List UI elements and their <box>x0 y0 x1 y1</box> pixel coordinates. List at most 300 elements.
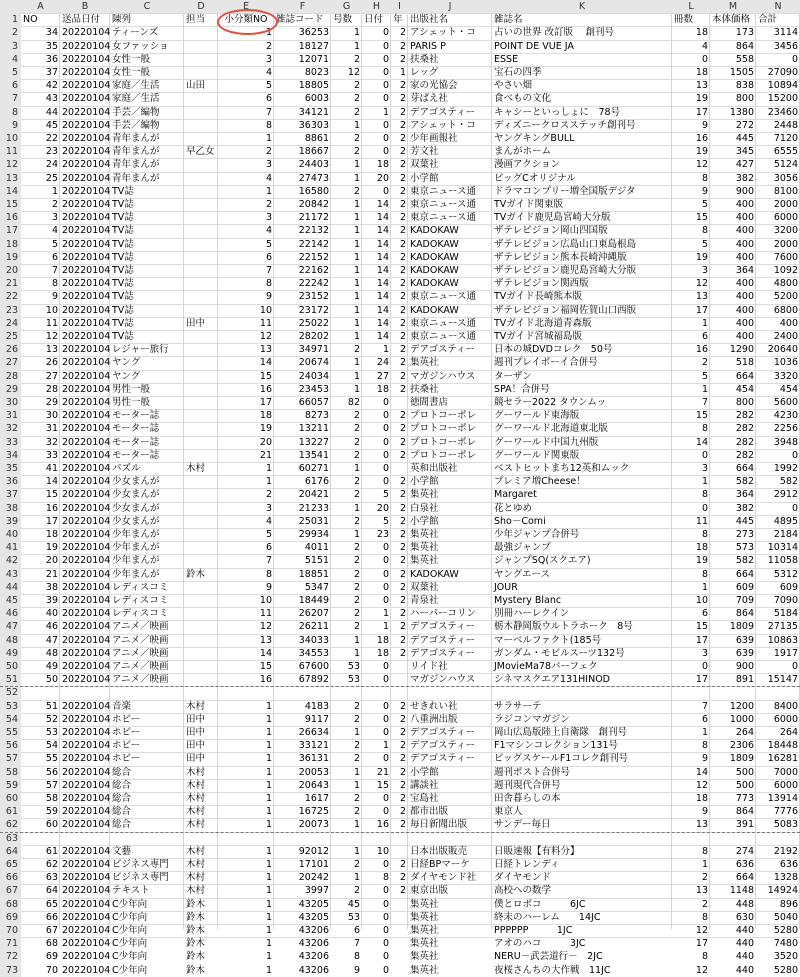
table-cell[interactable]: 1 <box>353 291 360 303</box>
table-cell[interactable]: モーター誌 <box>112 410 160 422</box>
table-cell[interactable]: 日本の城DVDコレク 50号 <box>494 344 613 356</box>
table-cell[interactable]: 2 <box>399 40 406 52</box>
table-cell[interactable]: 445 <box>735 133 754 144</box>
table-cell[interactable]: 0 <box>382 938 389 950</box>
table-cell[interactable]: 23453 <box>298 383 329 395</box>
table-cell[interactable] <box>710 686 756 699</box>
table-cell[interactable]: 2 <box>399 317 406 329</box>
table-cell[interactable]: 12 <box>695 278 708 290</box>
table-cell[interactable] <box>184 383 218 396</box>
table-cell[interactable]: 占いの世界 改訂版 創刊号 <box>494 27 615 39</box>
column-letter-a[interactable]: A <box>21 0 60 13</box>
table-cell[interactable]: 273 <box>735 529 754 540</box>
table-cell[interactable]: 2 <box>399 251 406 263</box>
table-cell[interactable]: 7 <box>265 265 272 276</box>
table-cell[interactable] <box>184 673 218 686</box>
row-number[interactable]: 41 <box>0 541 21 554</box>
table-cell[interactable]: 2 <box>353 806 360 818</box>
header-cell[interactable]: 雑誌コード <box>276 14 324 26</box>
table-cell[interactable]: デアゴスティー <box>410 621 476 633</box>
table-cell[interactable]: 5280 <box>773 964 798 976</box>
table-cell[interactable]: 6000 <box>773 779 798 791</box>
table-cell[interactable]: デアゴスティー <box>410 753 476 765</box>
table-cell[interactable]: サラサーテ <box>494 700 542 712</box>
table-cell[interactable]: 49 <box>45 661 58 672</box>
table-cell[interactable]: 6 <box>701 608 708 620</box>
table-cell[interactable]: 400 <box>735 225 754 237</box>
table-cell[interactable]: 漫画アクション <box>494 159 561 171</box>
table-cell[interactable]: JOUR <box>494 581 518 593</box>
table-cell[interactable]: 東京ニュース通 <box>410 331 477 342</box>
table-cell[interactable] <box>184 264 218 277</box>
table-cell[interactable]: 0 <box>382 951 389 963</box>
row-number[interactable]: 11 <box>0 145 21 158</box>
table-cell[interactable]: 2 <box>265 199 272 210</box>
table-cell[interactable]: 16725 <box>298 806 329 818</box>
table-cell[interactable]: 鈴木 <box>186 951 206 963</box>
table-cell[interactable]: 3 <box>51 212 58 224</box>
table-cell[interactable]: レディスコミ <box>112 595 169 606</box>
table-cell[interactable]: 1 <box>265 766 272 778</box>
table-cell[interactable]: 少年まんが <box>112 555 160 567</box>
table-cell[interactable]: 2 <box>701 872 708 884</box>
table-cell[interactable]: 2 <box>399 146 406 158</box>
table-cell[interactable]: 1 <box>265 133 272 144</box>
table-cell[interactable]: 1 <box>51 185 58 197</box>
row-number[interactable]: 32 <box>0 422 21 435</box>
table-cell[interactable]: 2 <box>399 502 406 514</box>
row-number[interactable]: 28 <box>0 370 21 383</box>
table-cell[interactable]: 21 <box>259 449 272 461</box>
table-cell[interactable] <box>184 488 218 501</box>
table-cell[interactable]: ビジネス専門 <box>112 872 169 884</box>
table-cell[interactable]: ESSE <box>494 53 519 65</box>
table-cell[interactable]: 双葉社 <box>410 159 439 171</box>
table-cell[interactable]: 22142 <box>298 238 329 250</box>
table-cell[interactable]: 43206 <box>298 938 329 950</box>
row-number[interactable]: 7 <box>0 92 21 105</box>
table-cell[interactable]: 24034 <box>298 370 329 382</box>
table-cell[interactable]: 448 <box>735 898 754 910</box>
table-cell[interactable] <box>184 832 218 845</box>
table-cell[interactable]: 2 <box>399 357 406 369</box>
table-cell[interactable]: 4 <box>265 225 272 237</box>
table-cell[interactable]: 20220104 <box>62 238 110 250</box>
table-cell[interactable]: 3 <box>265 502 272 514</box>
table-cell[interactable]: 20220104 <box>62 713 110 725</box>
table-cell[interactable]: 小学館 <box>410 476 439 488</box>
table-cell[interactable]: 5151 <box>304 555 329 567</box>
table-cell[interactable]: 僕とロボコ 6JC <box>494 898 586 910</box>
row-number[interactable]: 68 <box>0 898 21 911</box>
table-cell[interactable]: 1 <box>701 581 708 593</box>
table-cell[interactable]: 2 <box>353 568 360 580</box>
table-cell[interactable]: 664 <box>735 463 754 474</box>
table-cell[interactable]: アシェット・コ <box>410 119 476 131</box>
table-cell[interactable]: 17 <box>695 938 708 950</box>
table-cell[interactable]: ビッグスケールF1コレク創刊号 <box>494 753 629 765</box>
table-cell[interactable]: 427 <box>735 159 754 171</box>
table-cell[interactable]: 9117 <box>304 713 329 725</box>
table-cell[interactable]: ガンダム・モビルスーツ132号 <box>494 647 625 659</box>
table-cell[interactable] <box>184 396 218 409</box>
table-cell[interactable]: ビッグCオリジナル <box>494 172 576 184</box>
table-cell[interactable]: 2 <box>353 542 360 554</box>
table-cell[interactable] <box>218 686 274 699</box>
table-cell[interactable]: 1328 <box>773 872 798 884</box>
table-cell[interactable]: 集英社 <box>410 555 439 567</box>
table-cell[interactable]: 1 <box>265 885 272 897</box>
row-number[interactable]: 26 <box>0 343 21 356</box>
table-cell[interactable] <box>184 92 218 105</box>
table-cell[interactable] <box>184 515 218 528</box>
table-cell[interactable] <box>408 686 492 699</box>
table-cell[interactable]: 家庭／生活 <box>112 80 160 92</box>
table-cell[interactable]: 20 <box>376 502 389 514</box>
table-cell[interactable] <box>391 964 408 977</box>
table-cell[interactable]: 20220104 <box>62 502 110 514</box>
table-cell[interactable]: 272 <box>735 119 754 131</box>
table-cell[interactable]: ヤングエース <box>494 568 551 580</box>
table-cell[interactable]: 282 <box>735 449 754 461</box>
table-cell[interactable]: 1 <box>265 713 272 725</box>
table-cell[interactable]: 2 <box>353 621 360 633</box>
table-cell[interactable]: KADOKAW <box>410 225 459 237</box>
table-cell[interactable]: 34 <box>45 27 58 39</box>
table-cell[interactable]: 1 <box>265 185 272 197</box>
table-cell[interactable]: 5280 <box>773 925 798 936</box>
table-cell[interactable]: 3200 <box>773 225 798 237</box>
table-cell[interactable]: 1 <box>701 383 708 395</box>
table-cell[interactable]: 1000 <box>729 713 754 725</box>
table-cell[interactable]: 1 <box>265 859 272 870</box>
row-number[interactable]: 36 <box>0 475 21 488</box>
table-cell[interactable]: 20220104 <box>62 357 110 369</box>
table-cell[interactable]: TV誌 <box>112 317 134 329</box>
table-cell[interactable]: 男性一般 <box>112 383 151 395</box>
table-cell[interactable]: 2 <box>399 555 406 567</box>
table-cell[interactable]: 16 <box>259 383 272 395</box>
table-cell[interactable]: 25 <box>45 172 58 184</box>
table-cell[interactable]: 20242 <box>298 872 329 884</box>
table-cell[interactable] <box>184 277 218 290</box>
table-cell[interactable]: 31 <box>45 423 58 435</box>
row-number[interactable]: 9 <box>0 119 21 132</box>
table-cell[interactable]: 26 <box>45 357 58 369</box>
table-cell[interactable] <box>184 172 218 185</box>
table-cell[interactable]: プレミア増Cheese！ <box>494 476 586 488</box>
table-cell[interactable] <box>184 528 218 541</box>
table-cell[interactable]: 20220104 <box>62 344 110 356</box>
table-cell[interactable] <box>391 911 408 924</box>
table-cell[interactable]: TV誌 <box>112 304 134 316</box>
table-cell[interactable]: 664 <box>735 370 754 382</box>
table-cell[interactable]: 66057 <box>298 397 329 408</box>
table-cell[interactable]: 14 <box>695 436 708 448</box>
table-cell[interactable]: 20220104 <box>62 661 110 672</box>
table-cell[interactable]: 2 <box>399 304 406 316</box>
table-cell[interactable]: 集英社 <box>410 489 439 501</box>
table-cell[interactable]: 800 <box>735 397 754 408</box>
table-cell[interactable]: 22242 <box>298 278 329 290</box>
table-cell[interactable]: 20 <box>259 436 272 448</box>
table-cell[interactable]: 女性一般 <box>112 67 151 78</box>
table-cell[interactable]: 10314 <box>767 542 798 554</box>
table-cell[interactable]: 1 <box>353 251 360 263</box>
table-cell[interactable]: 1 <box>701 317 708 329</box>
row-number[interactable]: 70 <box>0 924 21 937</box>
row-number[interactable]: 56 <box>0 739 21 752</box>
table-cell[interactable]: 48 <box>45 647 58 659</box>
table-cell[interactable]: 20220104 <box>62 410 110 422</box>
table-cell[interactable] <box>492 832 672 845</box>
row-number[interactable]: 8 <box>0 106 21 119</box>
table-cell[interactable]: デアゴスティー <box>410 727 476 738</box>
table-cell[interactable]: 0 <box>382 423 389 435</box>
table-cell[interactable]: 400 <box>735 199 754 210</box>
row-number[interactable]: 45 <box>0 594 21 607</box>
table-cell[interactable]: 52 <box>45 713 58 725</box>
table-cell[interactable]: 0 <box>382 753 389 765</box>
table-cell[interactable]: 2 <box>399 212 406 224</box>
table-cell[interactable]: 6003 <box>304 93 329 105</box>
row-number[interactable]: 19 <box>0 251 21 264</box>
table-cell[interactable]: 264 <box>735 727 754 738</box>
table-cell[interactable]: 400 <box>735 278 754 290</box>
table-cell[interactable]: 6000 <box>773 212 798 224</box>
table-cell[interactable]: 14 <box>376 238 389 250</box>
table-cell[interactable]: 3114 <box>773 27 798 39</box>
table-cell[interactable]: 総合 <box>112 766 132 778</box>
table-cell[interactable]: 東京出版 <box>410 885 449 897</box>
table-cell[interactable]: 13 <box>695 291 708 303</box>
table-cell[interactable]: 5 <box>701 199 708 210</box>
table-cell[interactable]: 2 <box>353 344 360 356</box>
table-cell[interactable]: 2 <box>265 40 272 52</box>
table-cell[interactable]: 10863 <box>767 634 798 646</box>
table-cell[interactable]: 10 <box>376 845 389 857</box>
table-cell[interactable]: 15 <box>695 621 708 633</box>
table-cell[interactable]: 14 <box>376 291 389 303</box>
table-cell[interactable]: 木村 <box>186 872 206 884</box>
table-cell[interactable]: 0 <box>791 502 798 514</box>
table-cell[interactable]: POINT DE VUE JA <box>494 40 574 52</box>
table-cell[interactable]: 2 <box>399 806 406 818</box>
table-cell[interactable]: 8023 <box>304 67 329 78</box>
table-cell[interactable]: 2 <box>353 793 360 804</box>
table-cell[interactable]: 609 <box>779 581 798 593</box>
table-cell[interactable]: 43206 <box>298 964 329 976</box>
table-cell[interactable]: 8 <box>701 951 708 963</box>
table-cell[interactable]: 2 <box>399 383 406 395</box>
table-cell[interactable]: 集英社 <box>410 951 439 963</box>
table-cell[interactable]: ホビー <box>112 740 141 752</box>
header-cell[interactable]: 陳列 <box>112 14 132 26</box>
table-cell[interactable]: 13227 <box>298 436 329 448</box>
table-cell[interactable]: 集英社 <box>410 542 439 554</box>
table-cell[interactable]: 2 <box>399 515 406 527</box>
table-cell[interactable]: 400 <box>735 238 754 250</box>
table-cell[interactable]: 1 <box>382 344 389 356</box>
table-cell[interactable]: 田中 <box>186 317 206 329</box>
table-cell[interactable]: テキスト <box>112 885 150 897</box>
table-cell[interactable]: 282 <box>735 436 754 448</box>
table-cell[interactable]: 扶桑社 <box>410 53 439 65</box>
table-cell[interactable]: 582 <box>735 476 754 488</box>
table-cell[interactable]: ドラマコンプリー増全国版デジタ <box>494 185 636 197</box>
table-cell[interactable]: 1036 <box>773 357 798 369</box>
header-cell[interactable]: 雑誌名 <box>494 14 523 26</box>
table-cell[interactable]: 20640 <box>767 344 798 356</box>
table-cell[interactable]: 7 <box>265 106 272 118</box>
row-number[interactable]: 64 <box>0 845 21 858</box>
table-cell[interactable]: 0 <box>791 53 798 65</box>
table-cell[interactable]: 1 <box>265 806 272 818</box>
table-cell[interactable]: 1 <box>353 304 360 316</box>
table-cell[interactable]: 夜桜さんちの大作戦 11JC <box>494 964 611 976</box>
table-cell[interactable]: 15 <box>259 370 272 382</box>
table-cell[interactable]: 徳間書店 <box>410 397 449 408</box>
table-cell[interactable]: 26634 <box>298 727 329 738</box>
table-cell[interactable]: 2 <box>353 410 360 422</box>
table-cell[interactable]: 400 <box>735 212 754 224</box>
row-number[interactable]: 69 <box>0 911 21 924</box>
table-cell[interactable]: 1505 <box>729 67 754 78</box>
table-cell[interactable]: 43205 <box>298 911 329 923</box>
table-cell[interactable]: 8 <box>353 951 360 963</box>
table-cell[interactable]: 19 <box>45 542 58 554</box>
table-cell[interactable]: 5600 <box>773 397 798 408</box>
table-cell[interactable]: 1 <box>353 212 360 224</box>
row-number[interactable]: 66 <box>0 871 21 884</box>
row-number[interactable]: 47 <box>0 620 21 633</box>
table-cell[interactable]: 39 <box>45 595 58 606</box>
table-cell[interactable]: 2 <box>353 80 360 92</box>
table-cell[interactable]: 27135 <box>767 621 798 633</box>
table-cell[interactable]: 1 <box>353 502 360 514</box>
table-cell[interactable]: 5 <box>265 80 272 92</box>
table-cell[interactable]: 小学館 <box>410 766 439 778</box>
table-cell[interactable]: 別冊ハーレクイン <box>494 608 570 620</box>
table-cell[interactable]: 青年まんが <box>112 146 160 158</box>
table-cell[interactable]: 63 <box>45 872 58 884</box>
table-cell[interactable]: 木村 <box>186 766 206 778</box>
header-cell[interactable]: 号数 <box>333 14 353 26</box>
table-cell[interactable]: 2 <box>399 581 406 593</box>
table-cell[interactable]: 16281 <box>767 753 798 765</box>
table-cell[interactable]: 50 <box>45 674 58 686</box>
table-cell[interactable]: 2306 <box>729 740 754 752</box>
table-cell[interactable]: 1 <box>353 383 360 395</box>
table-cell[interactable]: 364 <box>735 265 754 276</box>
table-cell[interactable]: 食べもの文化 <box>494 93 552 105</box>
table-cell[interactable]: 20220104 <box>62 621 110 633</box>
table-cell[interactable] <box>184 26 218 39</box>
table-cell[interactable]: 2400 <box>773 331 798 342</box>
table-cell[interactable]: 1 <box>265 845 272 857</box>
table-cell[interactable]: 1 <box>265 925 272 936</box>
table-cell[interactable]: 1 <box>399 67 406 78</box>
table-cell[interactable]: C少年向 <box>112 898 148 910</box>
table-cell[interactable]: 13 <box>259 344 272 356</box>
table-cell[interactable] <box>391 937 408 950</box>
table-cell[interactable]: 391 <box>735 819 754 831</box>
table-cell[interactable]: 2 <box>399 740 406 752</box>
table-cell[interactable]: 2 <box>51 199 58 210</box>
table-cell[interactable] <box>184 290 218 303</box>
table-cell[interactable]: 20220104 <box>62 93 110 105</box>
table-cell[interactable]: KADOKAW <box>410 568 459 580</box>
row-number[interactable]: 48 <box>0 634 21 647</box>
table-cell[interactable]: 15 <box>259 661 272 672</box>
table-cell[interactable]: 440 <box>735 938 754 950</box>
table-cell[interactable]: 20220104 <box>62 753 110 765</box>
table-cell[interactable]: せきれい社 <box>410 700 458 712</box>
table-cell[interactable]: 6800 <box>773 304 798 316</box>
table-cell[interactable]: 0 <box>382 555 389 567</box>
table-cell[interactable]: 山田 <box>186 80 206 92</box>
table-cell[interactable]: グーワールド中国九州版 <box>494 436 599 448</box>
table-cell[interactable]: 19 <box>695 251 708 263</box>
table-cell[interactable] <box>362 686 391 699</box>
row-number[interactable]: 35 <box>0 462 21 475</box>
table-cell[interactable]: 518 <box>735 357 754 369</box>
table-cell[interactable]: 13 <box>45 344 58 356</box>
table-cell[interactable]: 20220104 <box>62 727 110 738</box>
table-cell[interactable]: 競セラー2022 タウンムッ <box>494 397 607 408</box>
table-cell[interactable]: 1 <box>265 463 272 474</box>
row-number[interactable]: 50 <box>0 660 21 673</box>
table-cell[interactable]: TV誌 <box>112 238 134 250</box>
table-cell[interactable]: 英和出版社 <box>410 463 458 474</box>
table-cell[interactable]: 800 <box>735 93 754 105</box>
table-cell[interactable]: グーワールド北海道東北版 <box>494 423 608 435</box>
header-cell[interactable]: NO <box>23 14 38 26</box>
table-cell[interactable]: 0 <box>382 119 389 131</box>
table-cell[interactable]: 15147 <box>767 674 798 686</box>
table-cell[interactable]: 20674 <box>298 357 329 369</box>
table-cell[interactable]: 4 <box>265 67 272 78</box>
table-cell[interactable]: 田中 <box>186 753 206 765</box>
table-cell[interactable]: 木村 <box>186 859 206 870</box>
table-cell[interactable] <box>184 594 218 607</box>
table-cell[interactable]: 1 <box>353 872 360 884</box>
select-all-corner[interactable] <box>0 0 21 13</box>
table-cell[interactable]: 44 <box>45 106 58 118</box>
table-cell[interactable]: 少年ジャンプ合併号 <box>494 529 580 540</box>
table-cell[interactable]: 42 <box>45 80 58 92</box>
row-number[interactable]: 37 <box>0 488 21 501</box>
table-cell[interactable]: 7 <box>265 555 272 567</box>
table-cell[interactable]: 34553 <box>298 647 329 659</box>
table-cell[interactable]: 1 <box>382 106 389 118</box>
table-cell[interactable]: 20220104 <box>62 515 110 527</box>
table-cell[interactable]: 20 <box>45 555 58 567</box>
table-cell[interactable]: 少年まんが <box>112 568 160 580</box>
table-cell[interactable]: 1 <box>265 753 272 765</box>
table-cell[interactable]: シネマスクエア131HINOD <box>494 674 611 686</box>
table-cell[interactable]: 木村 <box>186 700 206 712</box>
table-cell[interactable]: 45 <box>45 119 58 131</box>
row-number[interactable]: 52 <box>0 686 21 699</box>
column-letter-i[interactable]: I <box>391 0 408 13</box>
table-cell[interactable]: 10 <box>45 304 58 316</box>
column-letter-h[interactable]: H <box>362 0 391 13</box>
table-cell[interactable] <box>184 634 218 647</box>
table-cell[interactable]: 20220104 <box>62 106 110 118</box>
table-cell[interactable]: 2 <box>399 713 406 725</box>
table-cell[interactable] <box>331 832 362 845</box>
